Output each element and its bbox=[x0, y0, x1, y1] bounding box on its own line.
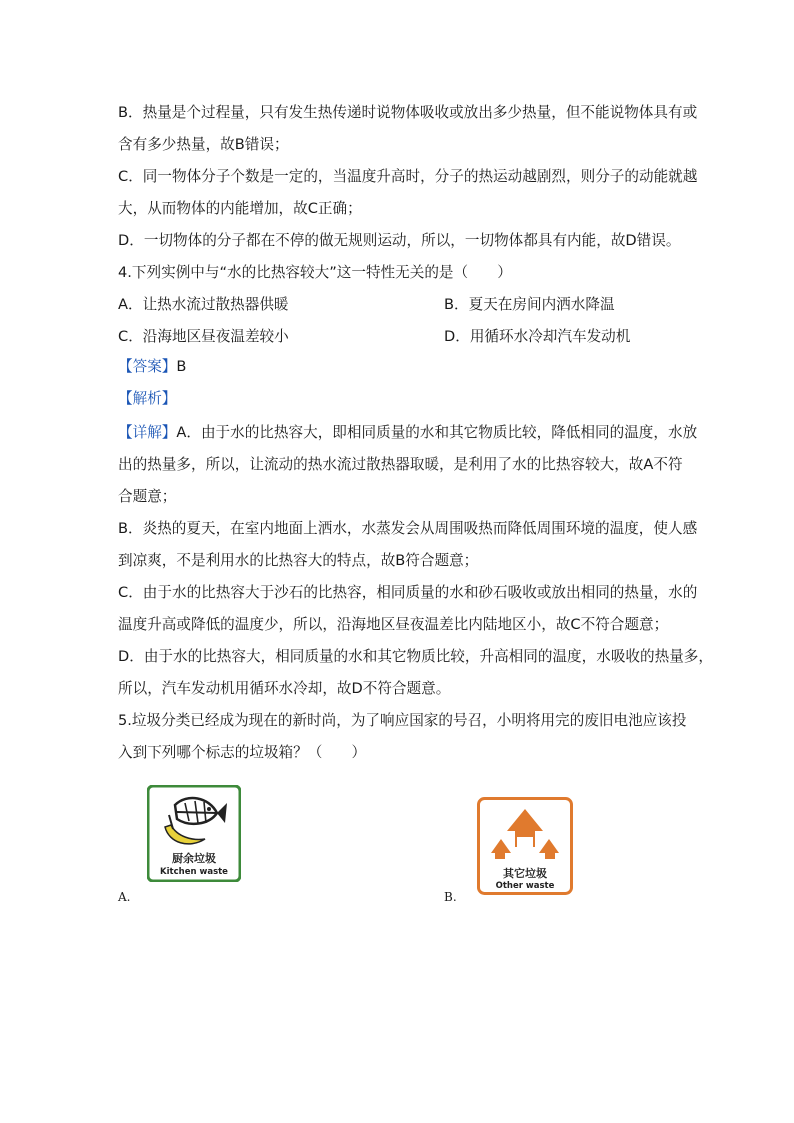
detail-line-9: 所以，汽车发动机用循环水冷却，故D不符合题意。 bbox=[118, 680, 451, 697]
analysis-tag: 【解析】 bbox=[118, 390, 177, 407]
kitchen-waste-cn: 厨余垃圾 bbox=[172, 852, 216, 865]
figure-b-label: B. bbox=[444, 890, 457, 904]
detail-tag: 【详解】 bbox=[118, 424, 177, 441]
kitchen-waste-en: Kitchen waste bbox=[160, 867, 228, 877]
line-3: C．同一物体分子个数是一定的，当温度升高时，分子的热运动越剧烈，则分子的动能就越 bbox=[118, 168, 698, 185]
answer-line bbox=[118, 357, 186, 377]
option-b: B．夏天在房间内洒水降温 bbox=[444, 296, 615, 313]
option-d: D．用循环水冷却汽车发动机 bbox=[444, 328, 631, 345]
other-waste-cn: 其它垃圾 bbox=[503, 867, 547, 880]
kitchen-waste-sign bbox=[147, 785, 241, 882]
line-5: D．一切物体的分子都在不停的做无规则运动，所以，一切物体都具有内能，故D错误。 bbox=[118, 232, 681, 249]
question-5-line-1: 5.垃圾分类已经成为现在的新时尚，为了响应国家的号召，小明将用完的废旧电池应该投 bbox=[118, 712, 687, 729]
other-waste-en: Other waste bbox=[495, 881, 555, 891]
option-c: C．沿海地区昼夜温差较小 bbox=[118, 328, 289, 345]
other-waste-sign bbox=[477, 797, 573, 895]
detail-line-5: 到凉爽，不是利用水的比热容大的特点，故B符合题意； bbox=[118, 552, 479, 569]
figure-a-label: A. bbox=[118, 890, 131, 904]
detail-line-7: 温度升高或降低的温度少，所以，沿海地区昼夜温差比内陆地区小，故C不符合题意； bbox=[118, 616, 669, 633]
line-2: 含有多少热量，故B错误； bbox=[118, 136, 289, 153]
detail-line-3: 合题意； bbox=[118, 488, 177, 505]
line-1: B．热量是个过程量，只有发生热传递时说物体吸收或放出多少热量，但不能说物体具有或 bbox=[118, 104, 698, 121]
detail-line-8: D．由于水的比热容大，相同质量的水和其它物质比较，升高相同的温度，水吸收的热量多， bbox=[118, 648, 713, 665]
question-5-line-2: 入到下列哪个标志的垃圾箱？（ ） bbox=[118, 744, 367, 761]
question-4: 4.下列实例中与“水的比热容较大”这一特性无关的是（ ） bbox=[118, 264, 512, 281]
detail-line-2: 出的热量多，所以，让流动的热水流过散热器取暖，是利用了水的比热容较大，故A不符 bbox=[118, 456, 683, 473]
detail-line-1 bbox=[118, 423, 697, 443]
detail-line-6: C．由于水的比热容大于沙石的比热容，相同质量的水和砂石吸收或放出相同的热量，水的 bbox=[118, 584, 698, 601]
answer-tag: 【答案】 bbox=[118, 358, 177, 375]
line-4: 大，从而物体的内能增加，故C正确； bbox=[118, 200, 362, 217]
option-a: A．让热水流过散热器供暖 bbox=[118, 296, 289, 313]
detail-text-1: A．由于水的比热容大，即相同质量的水和其它物质比较，降低相同的温度，水放 bbox=[176, 424, 698, 441]
detail-line-4: B．炎热的夏天，在室内地面上洒水，水蒸发会从周围吸热而降低周围环境的温度，使人感 bbox=[118, 520, 698, 537]
answer-value: B bbox=[176, 358, 187, 375]
